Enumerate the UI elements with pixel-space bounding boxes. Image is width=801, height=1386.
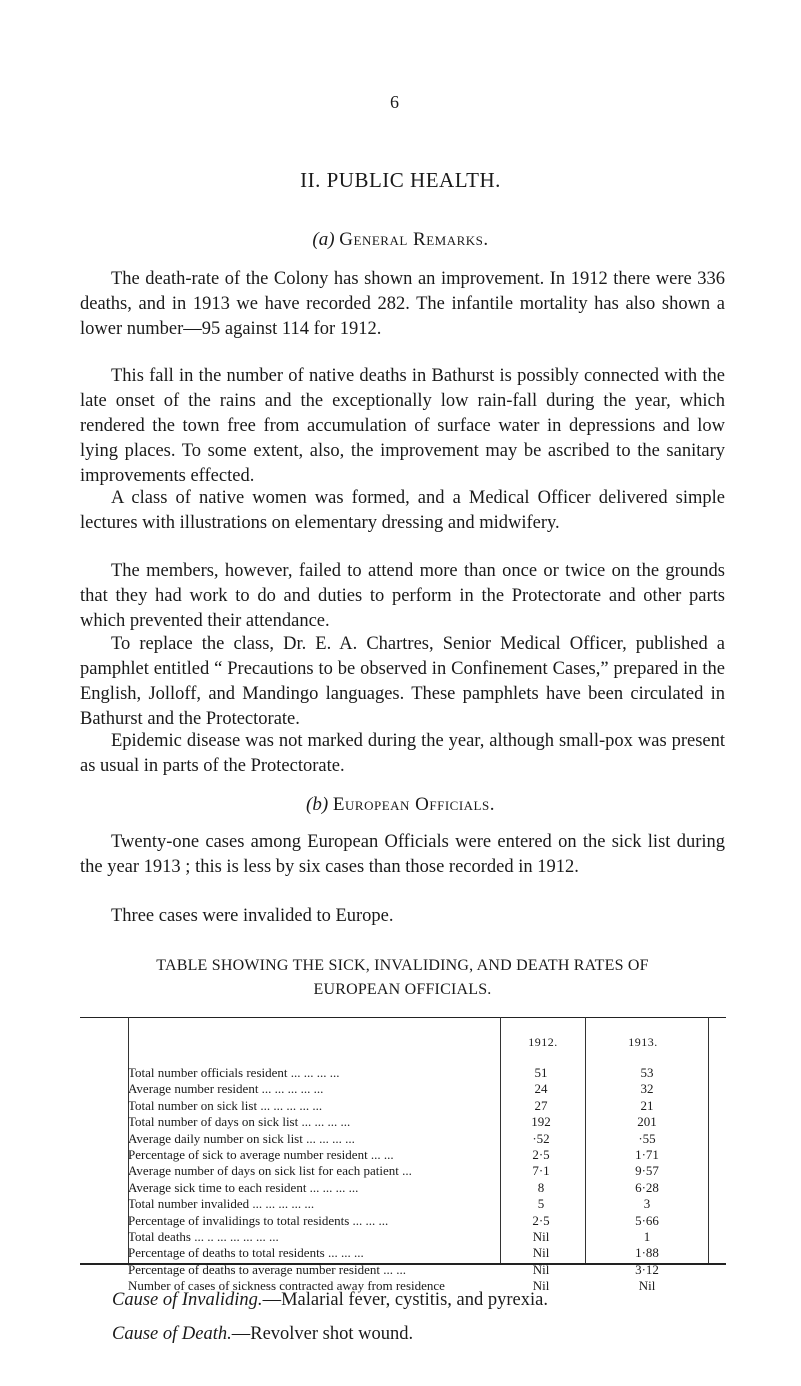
table-title-line-1: TABLE SHOWING THE SICK, INVALIDING, AND DEATH RATES OF	[156, 957, 649, 974]
row-value-1913: 1	[643, 1228, 651, 1244]
row-value-1912: 7·1	[532, 1163, 550, 1179]
row-value-1912: 8	[537, 1179, 545, 1195]
table-row	[128, 1131, 726, 1147]
table-row	[128, 1081, 726, 1097]
row-value-1913: 5·66	[635, 1212, 659, 1228]
row-label: Total number invalided ... ... ... ... ...	[128, 1196, 315, 1212]
row-value-1913: 1·88	[635, 1245, 659, 1261]
row-value-1912: ·52	[532, 1130, 550, 1146]
row-value-1913: 53	[640, 1065, 654, 1080]
row-label: Total deaths ... .. ... ... ... ... ...	[128, 1228, 279, 1244]
subsection-a-letter: (a)	[312, 229, 335, 250]
row-label: Average sick time to each resident ... ... ... ...	[128, 1179, 359, 1195]
subsection-a-heading	[0, 229, 801, 251]
footnote-death-label: Cause of Death.	[112, 1324, 232, 1344]
table-row	[128, 1213, 726, 1229]
row-value-1912: Nil	[532, 1228, 550, 1244]
row-value-1912: 2·5	[532, 1146, 550, 1162]
stats-table	[80, 1017, 726, 1294]
col-header-1913: 1913.	[628, 1035, 658, 1049]
footnote-invaliding	[112, 1290, 548, 1311]
row-value-1912: 24	[534, 1081, 548, 1097]
row-value-1913: Nil	[638, 1278, 656, 1294]
row-value-1913: 9·57	[635, 1163, 659, 1179]
footnote-death	[112, 1324, 413, 1345]
row-value-1912: 2·5	[532, 1212, 550, 1228]
row-label: Total number of days on sick list ... ... ... ...	[128, 1114, 351, 1130]
row-label: Average daily number on sick list ... ... ... ...	[128, 1130, 355, 1146]
footnote-death-text: —Revolver shot wound.	[231, 1324, 414, 1344]
subsection-b-heading	[0, 794, 801, 816]
row-value-1912: 51	[534, 1065, 548, 1080]
row-value-1912: 5	[537, 1196, 545, 1212]
table-row	[128, 1163, 726, 1179]
row-label: Percentage of deaths to total residents ... ... ...	[128, 1245, 364, 1261]
row-value-1913: 1·71	[635, 1146, 659, 1162]
subsection-a-title: General Remarks.	[339, 229, 489, 250]
row-label: Total number on sick list ... ... ... ... ...	[128, 1097, 323, 1113]
subsection-b-letter: (b)	[306, 794, 329, 815]
row-label: Percentage of deaths to average number resident ... ...	[128, 1261, 406, 1277]
table-title-line-2: EUROPEAN OFFICIALS.	[313, 981, 492, 998]
row-value-1912: Nil	[532, 1245, 550, 1261]
table-bottom-rule	[80, 1263, 726, 1265]
row-value-1912: 192	[531, 1114, 551, 1130]
paragraph-members: The members, however, failed to attend more than once or twice on the grounds that they had work to do and duties to perform in the Protectorate and other parts which prevented their attendance.	[80, 561, 725, 631]
table-top-rule	[80, 1017, 726, 1018]
paragraph-invalided: Three cases were invalided to Europe.	[111, 906, 394, 926]
table-title	[80, 954, 725, 1002]
footnote-invaliding-text: —Malarial fever, cystitis, and pyrexia.	[262, 1290, 548, 1310]
page-number: 6	[390, 92, 399, 112]
table-row	[128, 1229, 726, 1245]
row-label: Average number resident ... ... ... ... ...	[128, 1081, 324, 1097]
row-value-1913: 21	[640, 1097, 654, 1113]
paragraph-native-deaths: This fall in the number of native deaths in Bathurst is possibly connected with the late onset of the rains and the exceptionally low rain-fall during the year, which rendered the town free from accumulation of surface water in depressions and low lying places. To some extent, also, the improvement may be ascribed to the sanitary improvements effected.	[80, 366, 725, 486]
row-value-1912: Nil	[532, 1261, 550, 1277]
row-value-1913: 3·12	[635, 1261, 659, 1277]
paragraph-women-class: A class of native women was formed, and a Medical Officer delivered simple lectures with illustrations on elementary dressing and midwifery.	[80, 488, 725, 533]
paragraph-epidemic: Epidemic disease was not marked during the year, although small-pox was present as usual in parts of the Protectorate.	[80, 731, 725, 776]
section-title: II. PUBLIC HEALTH.	[300, 168, 501, 192]
paragraph-death-rate: The death-rate of the Colony has shown an improvement. In 1912 there were 336 deaths, and in 1913 we have recorded 282. The infantile mortality has also shown a lower number—95 against 114 for 1912.	[80, 269, 725, 339]
table-row	[128, 1180, 726, 1196]
row-value-1913: 6·28	[635, 1179, 659, 1195]
row-value-1912: Nil	[532, 1278, 550, 1294]
row-value-1913: ·55	[638, 1130, 656, 1146]
table-row	[128, 1065, 726, 1081]
table-row	[128, 1114, 726, 1130]
table-row	[128, 1147, 726, 1163]
subsection-b-title: European Officials.	[332, 794, 495, 815]
row-label: Total number officials resident ... ... ... ...	[128, 1065, 340, 1080]
row-value-1913: 32	[640, 1081, 654, 1097]
row-label: Percentage of invalidings to total residents ... ... ...	[128, 1212, 389, 1228]
table-row	[128, 1098, 726, 1114]
paragraph-pamphlet: To replace the class, Dr. E. A. Chartres, Senior Medical Officer, published a pamphlet entitled “ Precautions to be observed in Confinement Cases,” prepared in the English, Jolloff, and Mandingo languages. These pamphlets have been circulated in Bathurst and the Protectorate.	[80, 634, 725, 729]
row-label: Percentage of sick to average number resident ... ...	[128, 1146, 394, 1162]
footnote-invaliding-label: Cause of Invaliding.	[112, 1290, 263, 1310]
paragraph-sick-list: Twenty-one cases among European Officials were entered on the sick list during the year 1913 ; this is less by six cases than those recorded in 1912.	[80, 832, 725, 877]
col-header-1912: 1912.	[528, 1035, 558, 1049]
table-body	[128, 1065, 726, 1294]
row-label: Number of cases of sickness contracted away from residence	[128, 1278, 445, 1294]
table-row	[128, 1245, 726, 1261]
row-value-1913: 3	[643, 1196, 651, 1212]
row-value-1912: 27	[534, 1097, 548, 1113]
row-label: Average number of days on sick list for each patient ...	[128, 1163, 412, 1179]
row-value-1913: 201	[637, 1114, 657, 1130]
table-row	[128, 1196, 726, 1212]
